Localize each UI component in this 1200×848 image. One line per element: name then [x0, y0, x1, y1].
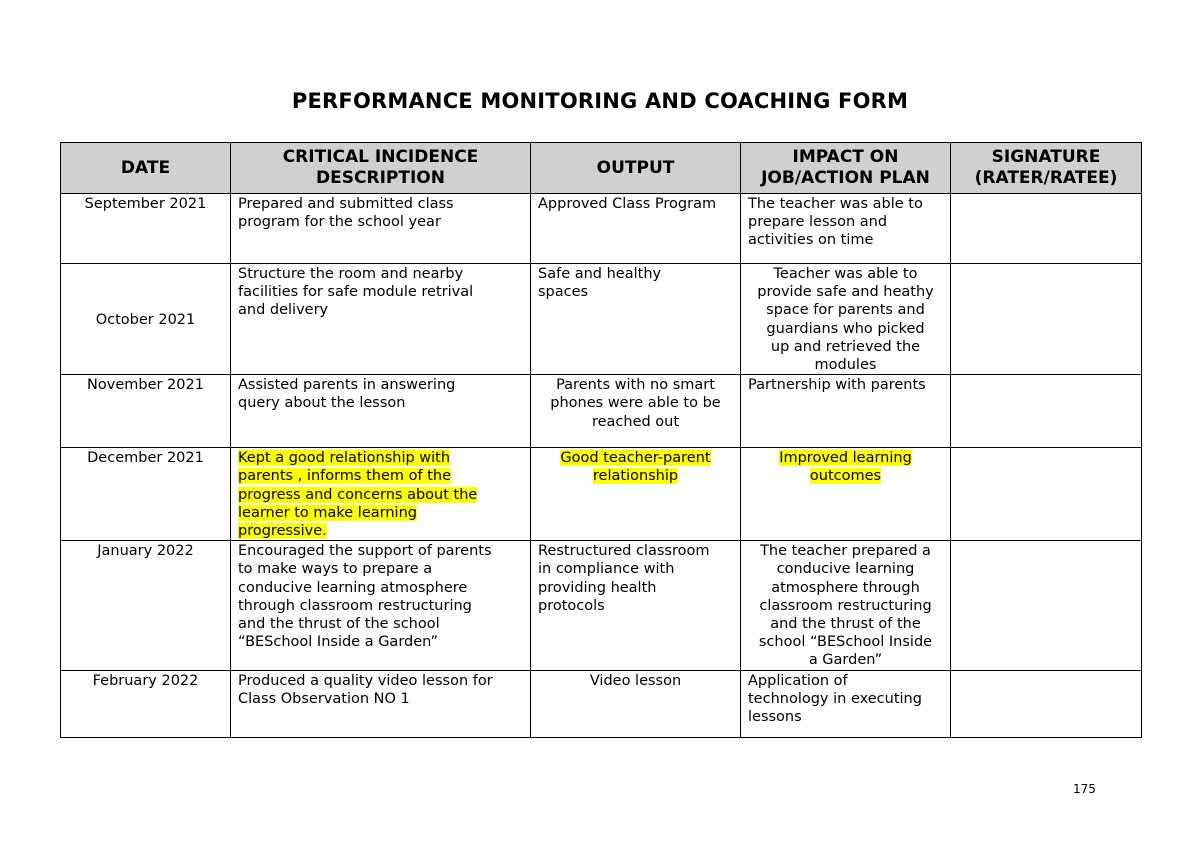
output-cell: Restructured classroom in compliance with providing health protocols	[531, 541, 741, 670]
description-cell: Assisted parents in answering query about the lesson	[231, 375, 531, 448]
highlighted-description: Kept a good relationship with parents , informs them of the progress and concerns about the learner to make learning progressive.	[238, 450, 478, 540]
impact-cell: The teacher prepared a conducive learning atmosphere through classroom restructuring and the thrust of the school “BESchool Inside a Garden”	[741, 541, 951, 670]
output-cell: Parents with no smart phones were able to be reached out	[531, 375, 741, 448]
table-row	[61, 541, 1142, 670]
description-cell: Prepared and submitted class program for the school year	[231, 194, 531, 264]
impact-cell: Application of technology in executing lessons	[741, 670, 951, 737]
output-cell	[531, 448, 741, 541]
impact-cell: Teacher was able to provide safe and heathy space for parents and guardians who picked up and retrieved the modules	[741, 264, 951, 375]
table-row	[61, 194, 1142, 264]
table-row	[61, 264, 1142, 375]
output-cell: Safe and healthy spaces	[531, 264, 741, 375]
signature-cell	[951, 541, 1142, 670]
coaching-form-table	[60, 142, 1142, 738]
impact-cell	[741, 448, 951, 541]
header-row	[61, 143, 1142, 194]
highlighted-impact: Improved learning outcomes	[779, 450, 912, 485]
header-impact: IMPACT ON JOB/ACTION PLAN	[741, 143, 951, 194]
signature-cell	[951, 264, 1142, 375]
date-cell: November 2021	[61, 375, 231, 448]
page-title: PERFORMANCE MONITORING AND COACHING FORM	[291, 89, 909, 113]
header-description: CRITICAL INCIDENCE DESCRIPTION	[231, 143, 531, 194]
description-cell: Encouraged the support of parents to make ways to prepare a conducive learning atmosphere through classroom restructuring and the thrust of the school “BESchool Inside a Garden”	[231, 541, 531, 670]
date-text: October 2021	[95, 311, 196, 328]
output-cell: Approved Class Program	[531, 194, 741, 264]
header-date: DATE	[61, 143, 231, 194]
description-cell: Structure the room and nearby facilities for safe module retrival and delivery	[231, 264, 531, 375]
impact-cell: Partnership with parents	[741, 375, 951, 448]
table-row	[61, 375, 1142, 448]
date-cell: September 2021	[61, 194, 231, 264]
signature-cell	[951, 448, 1142, 541]
highlighted-output: Good teacher-parent relationship	[560, 450, 711, 485]
signature-cell	[951, 194, 1142, 264]
date-cell: January 2022	[61, 541, 231, 670]
description-cell	[231, 448, 531, 541]
date-cell: December 2021	[61, 448, 231, 541]
description-cell: Produced a quality video lesson for Class Observation NO 1	[231, 670, 531, 737]
date-cell	[61, 264, 231, 375]
output-cell: Video lesson	[531, 670, 741, 737]
impact-cell: The teacher was able to prepare lesson and activities on time	[741, 194, 951, 264]
table-row	[61, 670, 1142, 737]
header-signature: SIGNATURE (RATER/RATEE)	[951, 143, 1142, 194]
signature-cell	[951, 375, 1142, 448]
header-output: OUTPUT	[531, 143, 741, 194]
signature-cell	[951, 670, 1142, 737]
date-cell: February 2022	[61, 670, 231, 737]
page-number: 175	[1073, 782, 1096, 796]
table-row	[61, 448, 1142, 541]
